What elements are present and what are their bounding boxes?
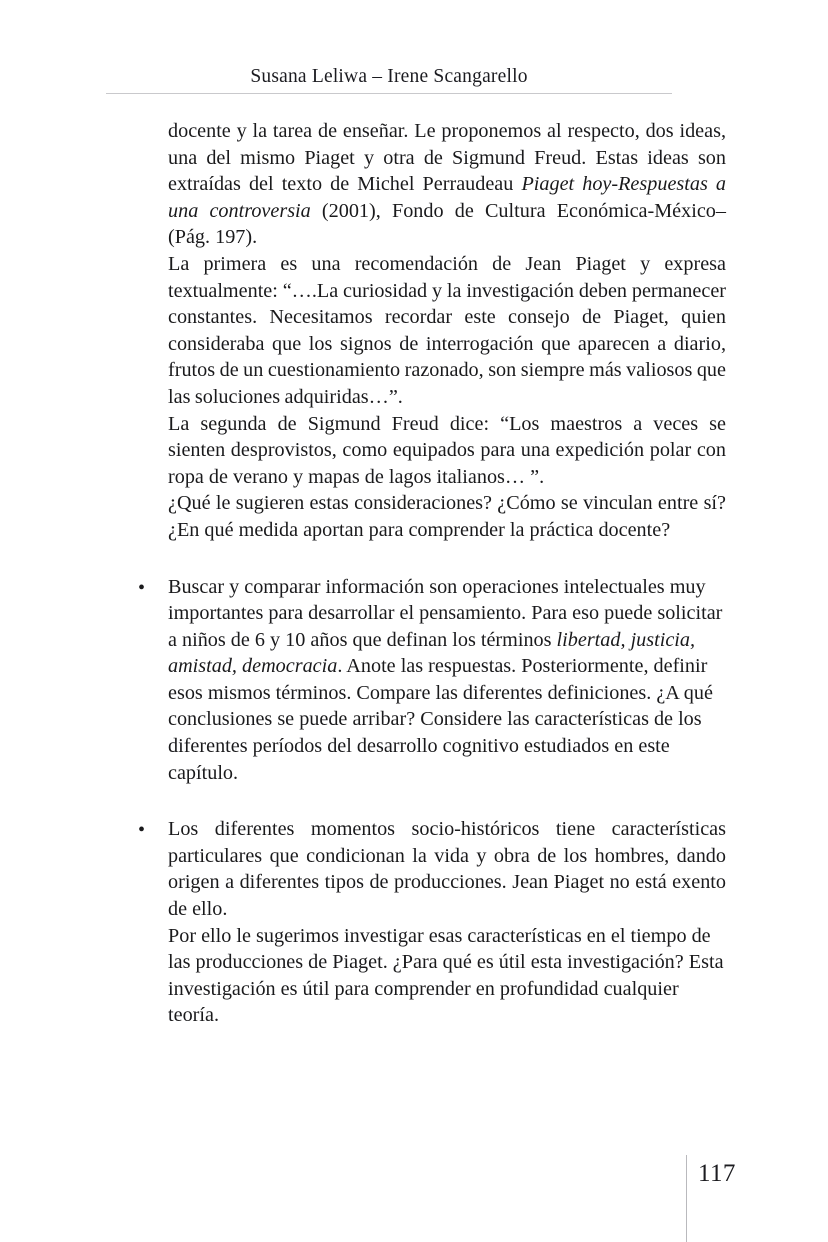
bullet-1-italic-terms: libertad, justicia, amistad, democracia [168, 628, 696, 678]
list-item [138, 816, 726, 1029]
header-divider-rule [106, 93, 672, 94]
book-title-italic: Piaget hoy-Respuestas a una controversia [168, 173, 726, 222]
paragraph-1 [168, 118, 726, 251]
list-item [138, 574, 726, 787]
running-head: Susana Leliwa – Irene Scangarello [250, 66, 528, 87]
bullet-1-segment-a: Buscar y comparar información son operaciones intelectuales muy importantes para desarrollar el pensamiento. Para eso puede solicitar a niños de 6 y 10 años que definan los términos [168, 575, 723, 651]
paragraph-3: La segunda de Sigmund Freud dice: “Los maestros a veces se sienten desprovistos, como equipados para una expedición polar con ropa de verano y mapas de lagos italianos… ”. [168, 412, 726, 488]
bullet-1-segment-b: . Anote las respuestas. Posteriormente, definir esos mismos términos. Compare las diferentes definiciones. ¿A qué conclusiones se puede arribar? Considere las características de los diferentes períodos del desarrollo cognitivo estudiados en este capítulo. [168, 655, 713, 784]
bullet-list [138, 574, 726, 1030]
bullet-point-icon: • [138, 576, 146, 599]
bullet-2-paragraph-b: Por ello le sugerimos investigar esas características en el tiempo de las producciones de Piaget. ¿Para qué es útil esta investigación? Esta investigación es útil para comprender en profundidad cualquier teoría. [168, 924, 724, 1027]
paragraph-1-segment-b: (2001), Fondo de Cultura Económica-México–(Pág. 197). [168, 199, 726, 249]
paragraph-4: ¿Qué le sugieren estas consideraciones? ¿Cómo se vinculan entre sí? ¿En qué medida aportan para comprender la práctica docente? [168, 492, 726, 541]
folio-divider-rule [686, 1155, 687, 1242]
bullet-point-icon: • [138, 819, 146, 842]
paragraph-2: La primera es una recomendación de Jean Piaget y expresa textualmente: “….La curiosidad y la investigación deben permanecer constantes. Necesitamos recordar este consejo de Piaget, quien consideraba que los signos de interrogación que aparecen a diario, frutos de un cuestionamiento razonado, son siempre más valiosos que las soluciones adquiridas…”. [168, 252, 726, 408]
text-column [138, 118, 726, 1029]
bullet-2-paragraph-a: Los diferentes momentos socio-históricos tiene características particulares que condicionan la vida y obra de los hombres, dando origen a diferentes tipos de producciones. Jean Piaget no está exento de ello. [168, 818, 726, 921]
page-number: 117 [698, 1160, 736, 1187]
bullet-1-text [168, 574, 726, 787]
paragraph-1-segment-a: docente y la tarea de enseñar. Le proponemos al respecto, dos ideas, una del mismo Piaget y otra de Sigmund Freud. Estas ideas son extraídas del texto de Michel Perraudeau [168, 120, 726, 196]
